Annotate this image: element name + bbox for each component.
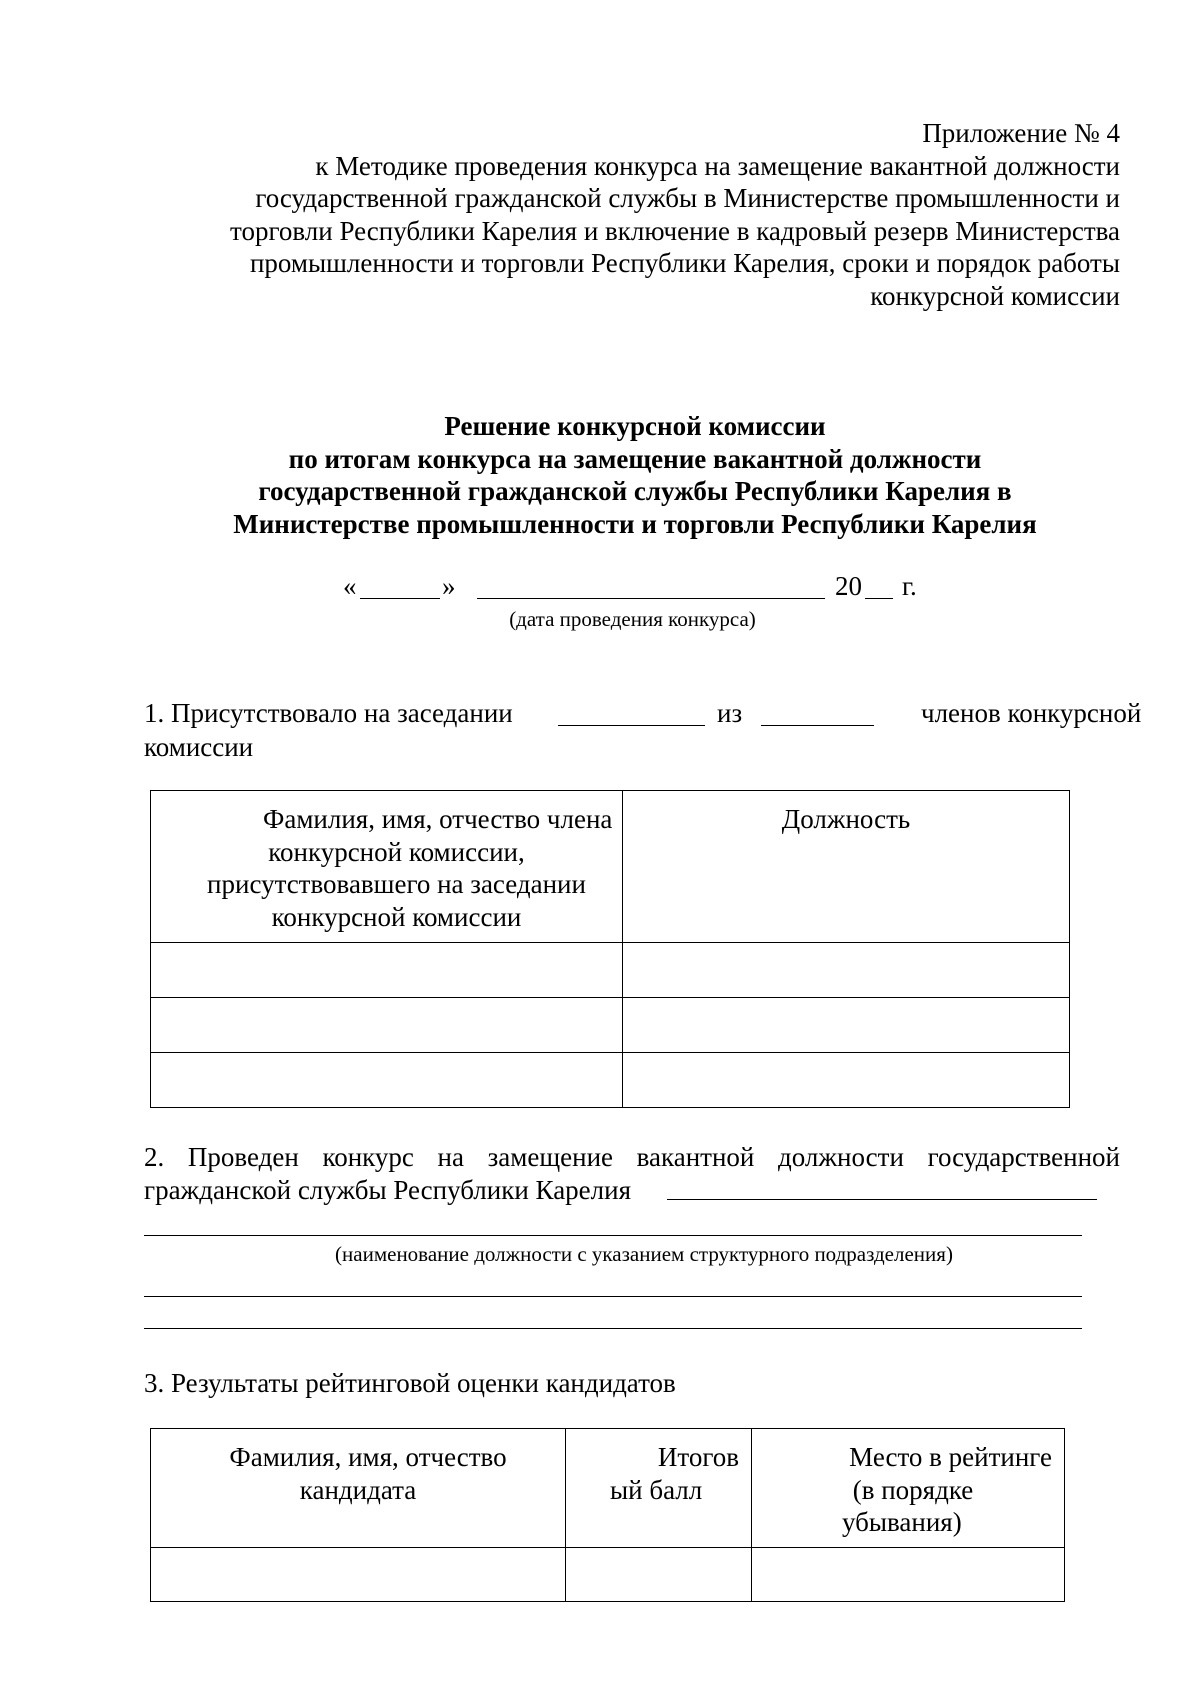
- position-blank[interactable]: [667, 1199, 1097, 1200]
- date-line: [0, 570, 1200, 610]
- table-cell[interactable]: [623, 998, 1070, 1053]
- date-open-quote: «: [343, 571, 357, 601]
- header-line: присутствовавшего на заседании: [207, 869, 586, 899]
- header-cell-candidate-name: [151, 1429, 566, 1548]
- date-caption: (дата проведения конкурса): [509, 607, 756, 631]
- table-cell[interactable]: [752, 1548, 1065, 1602]
- ratings-table: [150, 1428, 1065, 1602]
- header-line: Должность: [781, 804, 911, 834]
- appendix-line: Приложение № 4: [922, 118, 1120, 148]
- members-table: [150, 790, 1070, 1108]
- total-count-blank[interactable]: [761, 725, 874, 726]
- header-line: Фамилия, имя, отчество члена: [263, 804, 613, 834]
- title-line: по итогам конкурса на замещение вакантной должности: [288, 443, 982, 474]
- table-row: [151, 998, 1070, 1053]
- position-blank[interactable]: [144, 1328, 1082, 1329]
- header-cell-member-name: [151, 791, 623, 943]
- title-line: государственной гражданской службы Республики Карелия в: [258, 476, 1012, 506]
- appendix-line: промышленности и торговли Республики Карелия, сроки и порядок работы: [249, 248, 1120, 278]
- position-blank[interactable]: [144, 1296, 1082, 1297]
- year-prefix: 20: [835, 571, 862, 601]
- section-2-line: гражданской службы Республики Карелия: [144, 1175, 632, 1205]
- year-suffix: г.: [902, 571, 917, 601]
- appendix-line: конкурсной комиссии: [870, 280, 1120, 311]
- header-cell-rank: [752, 1429, 1065, 1548]
- table-cell[interactable]: [151, 943, 623, 998]
- appendix-line: к Методике проведения конкурса на замещение вакантной должности: [315, 150, 1120, 181]
- table-row: [151, 943, 1070, 998]
- header-line: убывания): [842, 1507, 962, 1537]
- table-header-row: [151, 791, 1070, 943]
- header-line: конкурсной комиссии: [271, 901, 522, 932]
- header-line: (в порядке: [852, 1474, 974, 1505]
- position-caption: (наименование должности с указанием структурного подразделения): [335, 1242, 953, 1266]
- section-3-heading: 3. Результаты рейтинговой оценки кандидатов: [144, 1368, 676, 1398]
- header-line: кандидата: [299, 1474, 417, 1505]
- section-2: [144, 1141, 1120, 1206]
- day-blank[interactable]: [360, 598, 440, 599]
- table-row: [151, 1053, 1070, 1108]
- table-header-row: [151, 1429, 1065, 1548]
- position-blank[interactable]: [144, 1235, 1082, 1236]
- table-cell[interactable]: [566, 1548, 752, 1602]
- section-1-text: 1. Присутствовало на заседании: [144, 698, 513, 728]
- appendix-header: [150, 117, 1120, 312]
- section-1-text: членов конкурсной: [921, 698, 1142, 728]
- date-close-quote: »: [442, 571, 456, 601]
- section-2-line: 2. Проведен конкурс на замещение вакантной должности государственной: [144, 1142, 1120, 1172]
- present-count-blank[interactable]: [558, 725, 705, 726]
- table-cell[interactable]: [623, 943, 1070, 998]
- appendix-line: государственной гражданской службы в Министерстве промышленности и: [255, 183, 1120, 213]
- year-blank[interactable]: [865, 598, 893, 599]
- table-row: [151, 1548, 1065, 1602]
- appendix-line: торговли Республики Карелия и включение в кадровый резерв Министерства: [230, 215, 1120, 246]
- table-cell[interactable]: [151, 1053, 623, 1108]
- section-1: [144, 697, 1142, 765]
- header-line: ый балл: [610, 1474, 703, 1505]
- title-line: Министерстве промышленности и торговли Республики Карелия: [233, 508, 1037, 539]
- header-line: Итогов: [657, 1442, 739, 1472]
- header-cell-position: [623, 791, 1070, 943]
- header-line: Место в рейтинге: [849, 1442, 1052, 1472]
- month-blank[interactable]: [477, 598, 825, 599]
- title-line: Решение конкурсной комиссии: [444, 411, 826, 441]
- table-cell[interactable]: [151, 1548, 566, 1602]
- header-cell-total-score: [566, 1429, 752, 1548]
- header-line: Фамилия, имя, отчество: [229, 1442, 507, 1472]
- document-title: [150, 410, 1120, 540]
- table-cell[interactable]: [623, 1053, 1070, 1108]
- section-1-text: из: [717, 698, 743, 728]
- header-line: конкурсной комиссии,: [268, 836, 525, 867]
- table-cell[interactable]: [151, 998, 623, 1053]
- section-1-text: комиссии: [144, 732, 254, 762]
